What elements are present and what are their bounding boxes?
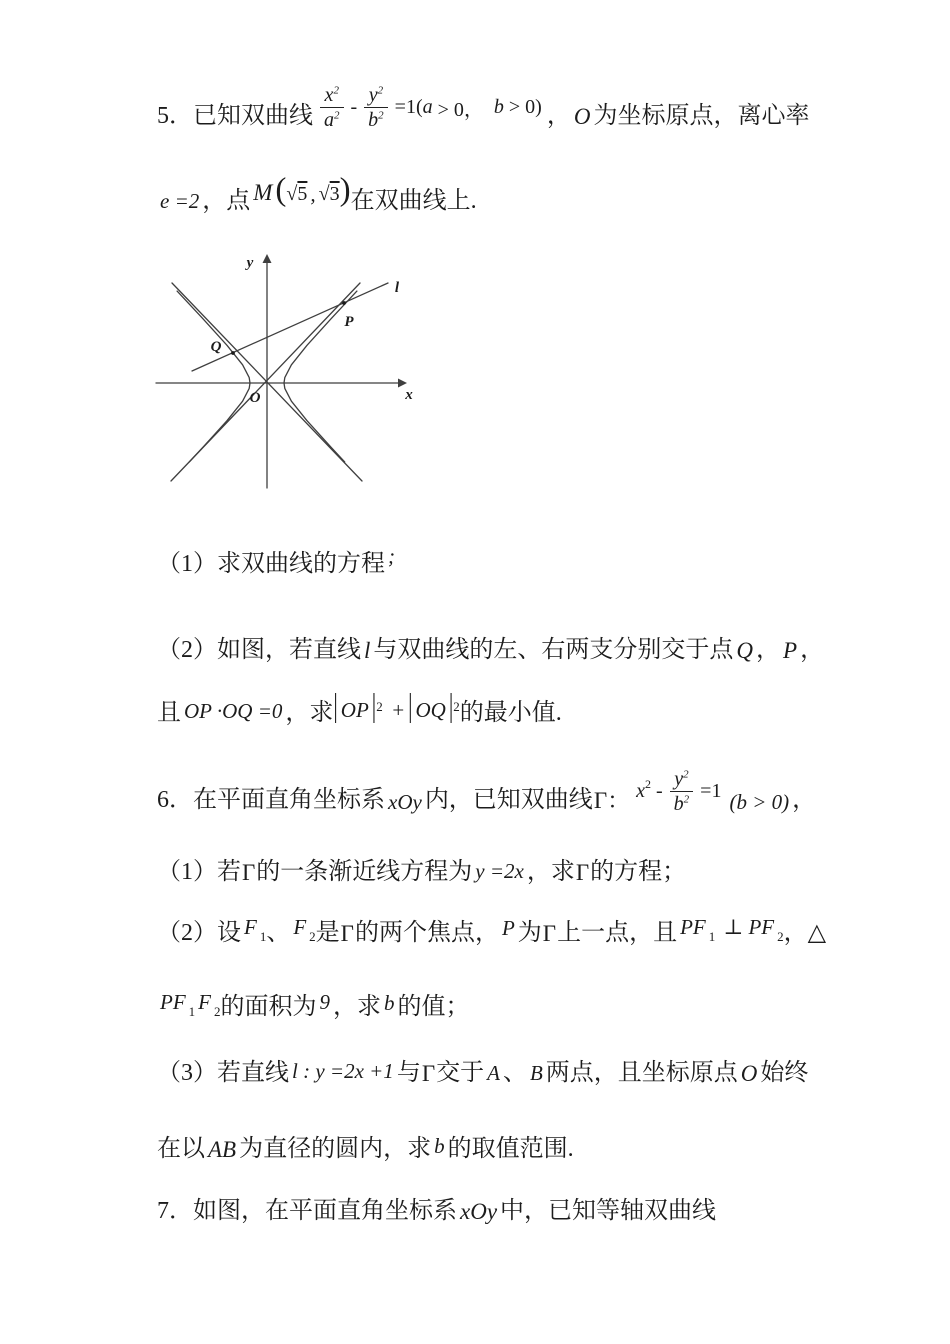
cn-segment: 与双曲线的左、右两支分别交于点: [373, 637, 734, 663]
tt-segment: Γ: [542, 921, 557, 946]
sqrt-segment: √3: [318, 183, 340, 205]
tt-segment: Γ：: [593, 788, 631, 813]
problem-6-q2-line2: [157, 982, 469, 1022]
cn-segment: 的值；: [397, 994, 470, 1020]
point-q-label: Q: [210, 339, 222, 355]
msm-segment: OP ·OQ =0: [184, 699, 283, 723]
fraction: $\frac{x^2}{a^2}$: [320, 84, 344, 131]
tt-segment: Γ: [340, 921, 354, 946]
cn-segment: 为坐标原点，离心率: [593, 103, 810, 129]
problem-5-q1: [157, 545, 398, 579]
m-segment: M: [253, 180, 273, 205]
cn-segment: 在双曲线上.: [350, 188, 477, 214]
cn-segment: ，: [792, 787, 817, 813]
bigp-segment: ): [339, 172, 351, 208]
hyperbola-left-branch: [177, 291, 250, 462]
problem-5-intro: [157, 75, 809, 131]
cn-segment: 为: [517, 920, 542, 946]
equation-part: > 0，: [432, 99, 494, 121]
tt-segment: Γ: [421, 1061, 436, 1086]
problem-7-intro: [157, 1192, 716, 1226]
msm-segment: P: [501, 916, 515, 940]
eq-segment: [318, 84, 542, 131]
point-p-label: P: [344, 314, 354, 330]
cn-segment: 始终: [760, 1060, 809, 1086]
cn-segment: 的最小值.: [459, 700, 562, 726]
msm-segment: PF: [680, 915, 706, 939]
sub-segment: 2: [777, 929, 784, 944]
eq-segment: [636, 768, 721, 815]
problem-5-q2-line2: [157, 685, 562, 728]
m-segment: Q: [736, 638, 754, 663]
cn-segment: 5．已知双曲线: [157, 103, 313, 129]
sub-segment: 2: [309, 929, 316, 944]
cn-segment: 两点，且坐标原点: [545, 1060, 738, 1086]
cn-segment: 的一条渐近线方程为: [256, 859, 473, 885]
msm-segment: B: [529, 1061, 543, 1085]
msm-segment: b: [434, 1134, 445, 1158]
cn-segment: 的方程；: [590, 859, 687, 885]
equation-part: > 0): [503, 96, 542, 118]
equation-part: a: [422, 96, 433, 118]
line-l-label: l: [394, 280, 400, 296]
problem-6-q1: [157, 853, 686, 887]
sub-segment: 1: [188, 1004, 196, 1019]
sup-segment: 2: [453, 699, 460, 714]
msm-segment: ⊥ PF: [718, 915, 775, 939]
cn-segment: 在以: [157, 1136, 205, 1162]
abs-bar-icon: |: [408, 685, 413, 724]
m-segment: l: [364, 638, 371, 663]
cn-segment: 7．如图，在平面直角坐标系: [157, 1198, 457, 1224]
m-segment: AB: [208, 1137, 237, 1162]
cn-segment: （1）若: [157, 859, 241, 885]
equation-part: b: [493, 96, 504, 118]
line-l: [192, 283, 388, 371]
cn-segment: 是: [315, 920, 340, 946]
msm-segment: ;: [388, 544, 395, 568]
cn-segment: ，点: [202, 188, 251, 214]
point-q-dot: [231, 351, 235, 355]
y-axis-label: y: [246, 255, 254, 271]
fraction: $\frac{y^2}{b^2}$: [364, 84, 388, 131]
m-segment: O: [573, 104, 591, 129]
problem-5-point: [157, 172, 477, 216]
tt-segment: Γ: [242, 860, 256, 885]
hyperbola-figure-svg: [152, 250, 422, 492]
cn-segment: 与: [396, 1060, 421, 1086]
msm-segment: OQ: [415, 698, 446, 722]
problem-6-q3-line2: [157, 1128, 574, 1164]
msm-segment: PF: [160, 990, 186, 1014]
cn-segment: ，求: [526, 859, 575, 885]
equation-part: -: [651, 780, 668, 802]
m-segment: xOy: [460, 1199, 498, 1224]
y-axis-arrow-icon: [263, 254, 272, 263]
cn-segment: 的取值范围.: [447, 1136, 574, 1162]
cn-segment: 、: [266, 920, 291, 946]
cn-segment: 且: [157, 700, 181, 726]
m-segment: O: [740, 1061, 758, 1086]
msm-segment: 9: [319, 990, 330, 1014]
x-axis-label: x: [405, 387, 413, 403]
abs-bar-icon: |: [333, 685, 338, 724]
problem-6-q2-line1: [157, 908, 826, 948]
problem-6-q3-line1: [157, 1052, 808, 1088]
equation-part: =1(: [389, 96, 423, 118]
cn-segment: ，△: [783, 920, 827, 946]
fraction: $\frac{y^2}{b^2}$: [670, 768, 694, 815]
sqrt-segment: √5: [286, 183, 308, 205]
tt-segment: Γ: [575, 860, 590, 885]
cn-segment: 、: [502, 1060, 527, 1086]
msm-segment: +: [385, 698, 406, 722]
cn-segment: （1）求双曲线的方程: [157, 551, 385, 577]
cn-segment: ，: [800, 637, 825, 663]
msm-segment: A: [487, 1061, 500, 1085]
cn-segment: 为直径的圆内，求: [239, 1136, 432, 1162]
msm-segment: l : y =2x +1: [292, 1059, 394, 1083]
abs-bar-icon: |: [371, 685, 377, 724]
equation-part: -: [345, 96, 363, 118]
bigp-segment: (: [275, 172, 287, 208]
msm-segment: y =2x: [475, 859, 524, 883]
cn-segment: 的两个焦点，: [354, 920, 499, 946]
cn-segment: 6．在平面直角坐标系: [157, 787, 385, 813]
sub-segment: 1: [708, 929, 716, 944]
sub-segment: 2: [213, 1004, 221, 1019]
msm-segment: ,: [310, 182, 316, 206]
equation-part: 2: [645, 777, 651, 791]
cn-segment: ，求: [285, 700, 334, 726]
cn-segment: 内，已知双曲线: [424, 787, 593, 813]
cn-segment: ，求: [332, 994, 381, 1020]
msm-segment: OP: [340, 698, 369, 722]
msm-segment: b: [383, 991, 395, 1015]
point-p-dot: [342, 301, 346, 305]
cn-segment: （3）若直线: [157, 1060, 289, 1086]
cn-segment: 的面积为: [220, 994, 317, 1020]
msm-segment: e =2: [160, 189, 200, 213]
cn-segment: 中，已知等轴双曲线: [500, 1198, 717, 1224]
equation-part: =1: [695, 780, 722, 802]
msm-segment: xOy: [388, 790, 422, 814]
problem-5-q2-line1: [157, 631, 824, 665]
sup-segment: 2: [376, 699, 383, 714]
equation-part: x: [636, 780, 645, 802]
cn-segment: （2）设: [157, 920, 241, 946]
cn-segment: （2）如图，若直线: [157, 637, 361, 663]
cn-segment: 交于: [436, 1060, 485, 1086]
hyperbola-figure: [152, 250, 422, 492]
sub-segment: 1: [259, 929, 267, 944]
m-segment: P: [783, 638, 798, 663]
cn-segment: ，: [546, 103, 571, 129]
msm-segment: (b > 0): [729, 790, 790, 814]
msm-segment: F: [198, 990, 211, 1014]
abs-bar-icon: |: [448, 685, 454, 724]
problem-6-intro: [157, 757, 816, 815]
msm-segment: F: [293, 915, 307, 939]
origin-label: O: [249, 390, 261, 406]
cn-segment: ，: [756, 637, 781, 663]
msm-segment: F: [244, 915, 257, 939]
cn-segment: 上一点，且: [557, 920, 678, 946]
